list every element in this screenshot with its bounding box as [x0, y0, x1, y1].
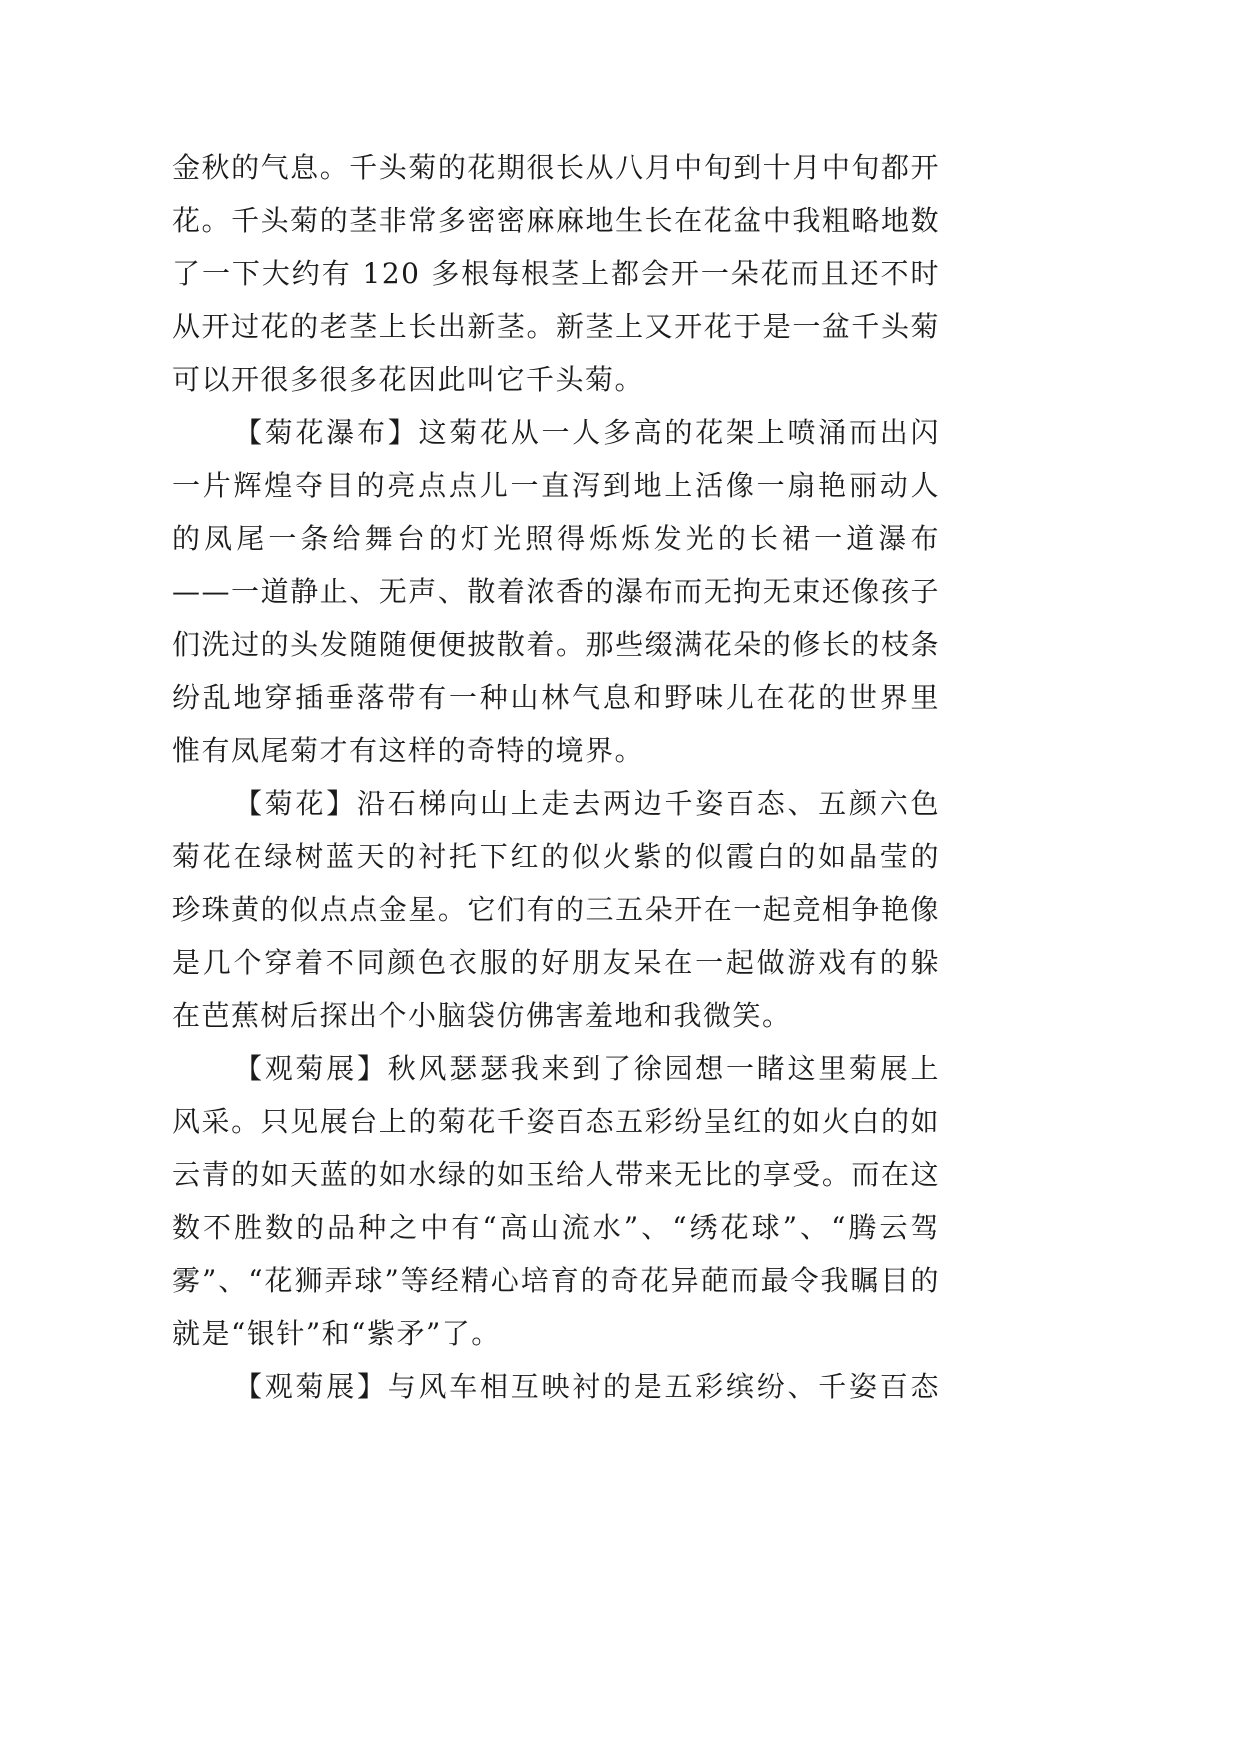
text-line: 【观菊展】秋风瑟瑟我来到了徐园想一睹这里菊展上 [234, 1052, 940, 1085]
text-line: 是几个穿着不同颜色衣服的好朋友呆在一起做游戏有的躲 [172, 946, 940, 979]
text-line: 了一下大约有 120 多根每根茎上都会开一朵花而且还不时 [172, 257, 940, 290]
text-line: 金秋的气息。千头菊的花期很长从八月中旬到十月中旬都开 [172, 151, 940, 184]
text-line: 一片辉煌夺目的亮点点儿一直泻到地上活像一扇艳丽动人 [172, 469, 940, 502]
paragraph [172, 777, 940, 1042]
text-line: 可以开很多很多花因此叫它千头菊。 [172, 363, 645, 396]
text-line: 数不胜数的品种之中有“高山流水”、“绣花球”、“腾云驾 [172, 1211, 940, 1244]
text-line: 就是“银针”和“紫矛”了。 [172, 1317, 501, 1350]
text-line: 珍珠黄的似点点金星。它们有的三五朵开在一起竞相争艳像 [172, 893, 940, 926]
text-line: 风采。只见展台上的菊花千姿百态五彩纷呈红的如火白的如 [172, 1105, 940, 1138]
text-line: 的凤尾一条给舞台的灯光照得烁烁发光的长裙一道瀑布 [172, 522, 940, 555]
text-line: 们洗过的头发随随便便披散着。那些缀满花朵的修长的枝条 [172, 628, 940, 661]
paragraph [172, 1360, 940, 1413]
text-line: 【菊花】沿石梯向山上走去两边千姿百态、五颜六色 [234, 787, 940, 820]
text-line: 在芭蕉树后探出个小脑袋仿佛害羞地和我微笑。 [172, 999, 792, 1032]
text-line: 【菊花瀑布】这菊花从一人多高的花架上喷涌而出闪 [234, 416, 940, 449]
text-line: 【观菊展】与风车相互映衬的是五彩缤纷、千姿百态 [234, 1370, 940, 1403]
text-line: 惟有凤尾菊才有这样的奇特的境界。 [172, 734, 645, 767]
text-line: 从开过花的老茎上长出新茎。新茎上又开花于是一盆千头菊 [172, 310, 940, 343]
paragraph [172, 1042, 940, 1360]
paragraph [172, 406, 940, 777]
text-line: 菊花在绿树蓝天的衬托下红的似火紫的似霞白的如晶莹的 [172, 840, 940, 873]
text-line: 纷乱地穿插垂落带有一种山林气息和野味儿在花的世界里 [172, 681, 940, 714]
paragraph [172, 141, 940, 406]
text-line: 云青的如天蓝的如水绿的如玉给人带来无比的享受。而在这 [172, 1158, 940, 1191]
text-line: 雾”、“花狮弄球”等经精心培育的奇花异葩而最令我瞩目的 [172, 1264, 940, 1297]
body-text [172, 141, 940, 1413]
text-line: ——一道静止、无声、散着浓香的瀑布而无拘无束还像孩子 [172, 575, 940, 608]
text-line: 花。千头菊的茎非常多密密麻麻地生长在花盆中我粗略地数 [172, 204, 940, 237]
